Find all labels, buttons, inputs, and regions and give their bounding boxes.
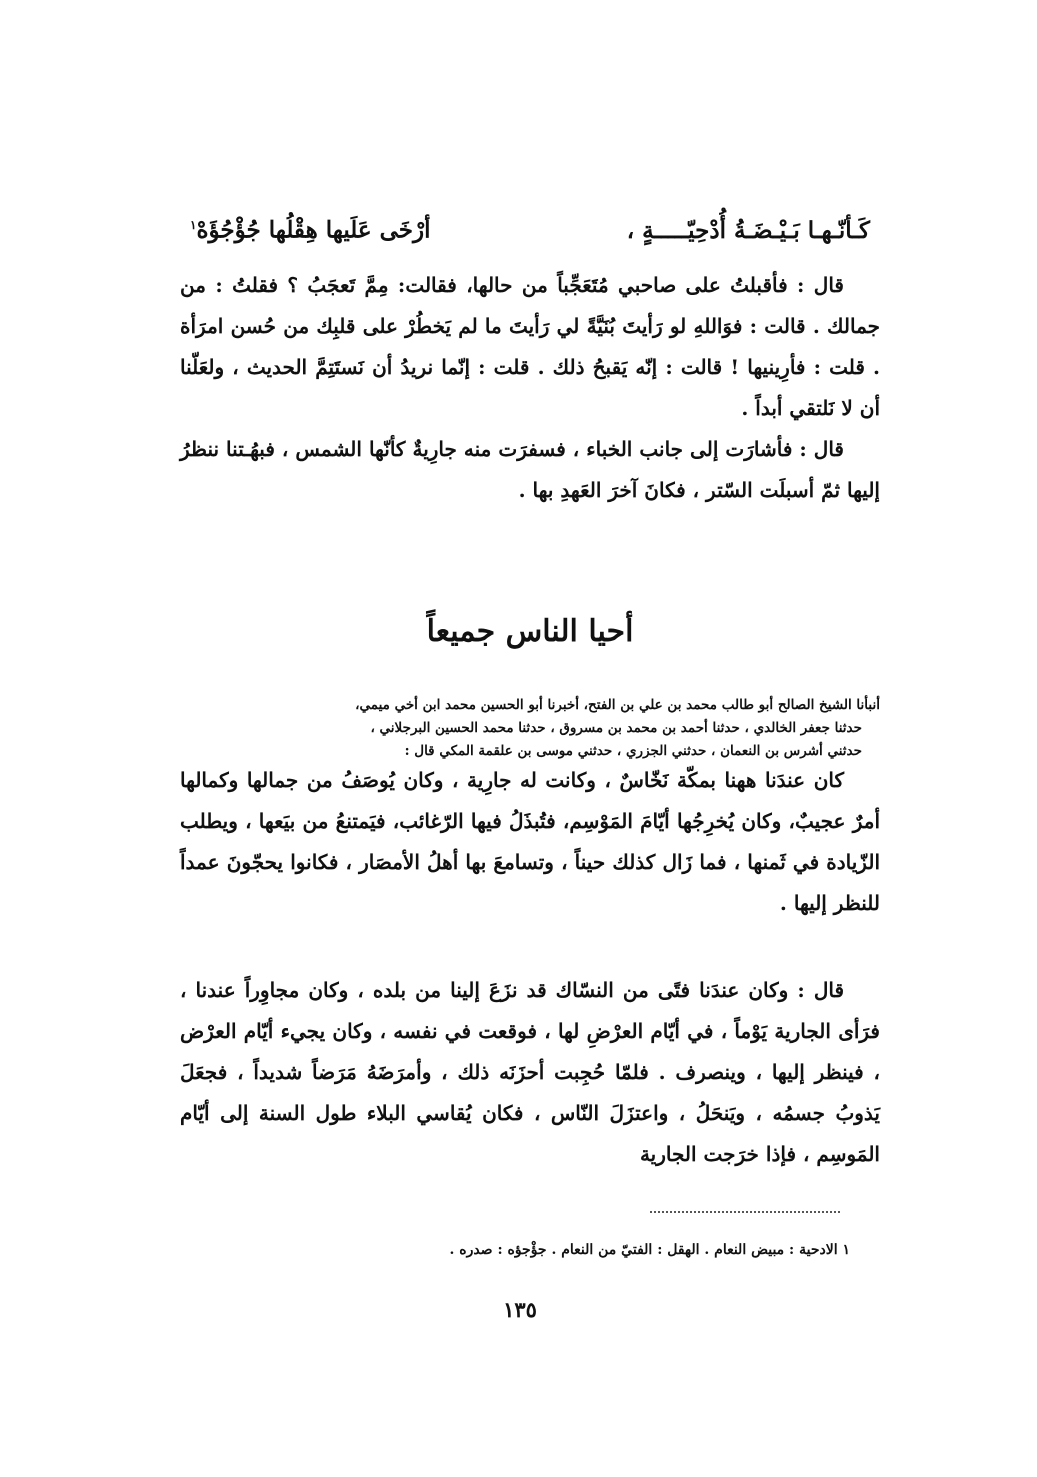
verse-second-hemistich: [190, 205, 431, 251]
footnote-reference: ١: [190, 218, 197, 232]
footnote-separator: [650, 1205, 840, 1213]
chapter-heading: أحيا الناس جميعاً: [426, 614, 634, 649]
section-1-text: [180, 265, 880, 511]
isnad-line: حدثنا جعفر الخالدي ، حدثنا أحمد بن محمد بن مسروق ، حدثنا محمد الحسين البرجلاني ،: [370, 720, 862, 736]
footnote: ١ الادحية : مبيض النعام . الهقل : الفتيّ من النعام . جؤْجؤه : صدره .: [449, 1242, 850, 1258]
section-3-text: [180, 970, 880, 1175]
paragraph: قال : فأشارَت إلى جانب الخباء ، فسفرَت منه جارِيةٌ كأنّها الشمس ، فبهُـتنا ننظرُ إليها ثمّ أسبلَت السّتر ، فكانَ آخرَ العَهدِ بها .: [180, 437, 880, 502]
verse-first-hemistich: كَـأنّـهـا بَـيْـضَـةُ أُدْحِيّـــــةٍ ،: [626, 216, 870, 244]
isnad-line: أنبأنا الشيخ الصالح أبو طالب محمد بن علي بن الفتح، أخبرنا أبو الحسين محمد ابن أخي ميمي،: [355, 697, 880, 713]
verse-second-hemistich-text: أرْخَى عَلَيها هِقْلُها جُؤْجُؤَهْ: [196, 216, 431, 244]
poetry-verse: [190, 205, 870, 251]
page-number: ١٣٥: [503, 1297, 537, 1322]
paragraph: كان عندَنا ههنا بمكّة نَخّاسٌ ، وكانت له جارِية ، وكان يُوصَفُ من جمالها وكمالها أمرٌ عجيبٌ، وكان يُخرِجُها أيّامَ المَوْسِم، فتُبذَلُ فيها الرّغائب، فيَمتنعُ من بيَعها ، ويطلب الزّيادة في ثَمنها ، فما زَال كذلك حيناً ، وتسامعَ بها أهلُ الأمصَار ، فكانوا يحجّونَ عمداً للنظر إليها .: [180, 768, 881, 915]
section-2-text: [180, 760, 880, 924]
isnad-line: حدثني أشرس بن النعمان ، حدثني الجزري ، حدثني موسى بن علقمة المكي قال :: [404, 743, 862, 759]
paragraph: قال : فأقبلتُ على صاحبي مُتَعَجِّباً من حالها، فقالت: مِمَّ تَعجَبُ ؟ فقلتُ : من جمالك . قالت : فوَاللهِ لو رَأيتَ بُنَيَّةً لي رَأيتَ ما لم يَخطُرْ على قلبِك من حُسن امرَأة . قلت : فأرِينيها ! قالت : إنّه يَقبحُ ذلك . قلت : إنّما نريدُ أن نَستَتِمَّ الحديث ، ولعَلّنا أن لا نَلتقي أبداً .: [180, 273, 880, 420]
isnad-chain: [208, 694, 880, 763]
paragraph: قال : وكان عندَنا فتًى من النسّاك قد نزَعَ إلينا من بلده ، وكان مجاوِراً عندنا ، فرَأى الجارية يَوْماً ، في أيّام العرْضِ لها ، فوقعت في نفسه ، وكان يجيء أيّام العرْض ، فينظر إليها ، وينصرف . فلمّا حُجِبت أحزَنَه ذلك ، وأمرَضَهُ مَرَضاً شديداً ، فجعَلَ يَذوبُ جسمُه ، ويَنحَلُ ، واعتزَلَ النّاس ، فكان يُقاسي البلاء طول السنة إلى أيّام المَوسِم ، فإذا خرَجت الجارية: [180, 978, 880, 1166]
